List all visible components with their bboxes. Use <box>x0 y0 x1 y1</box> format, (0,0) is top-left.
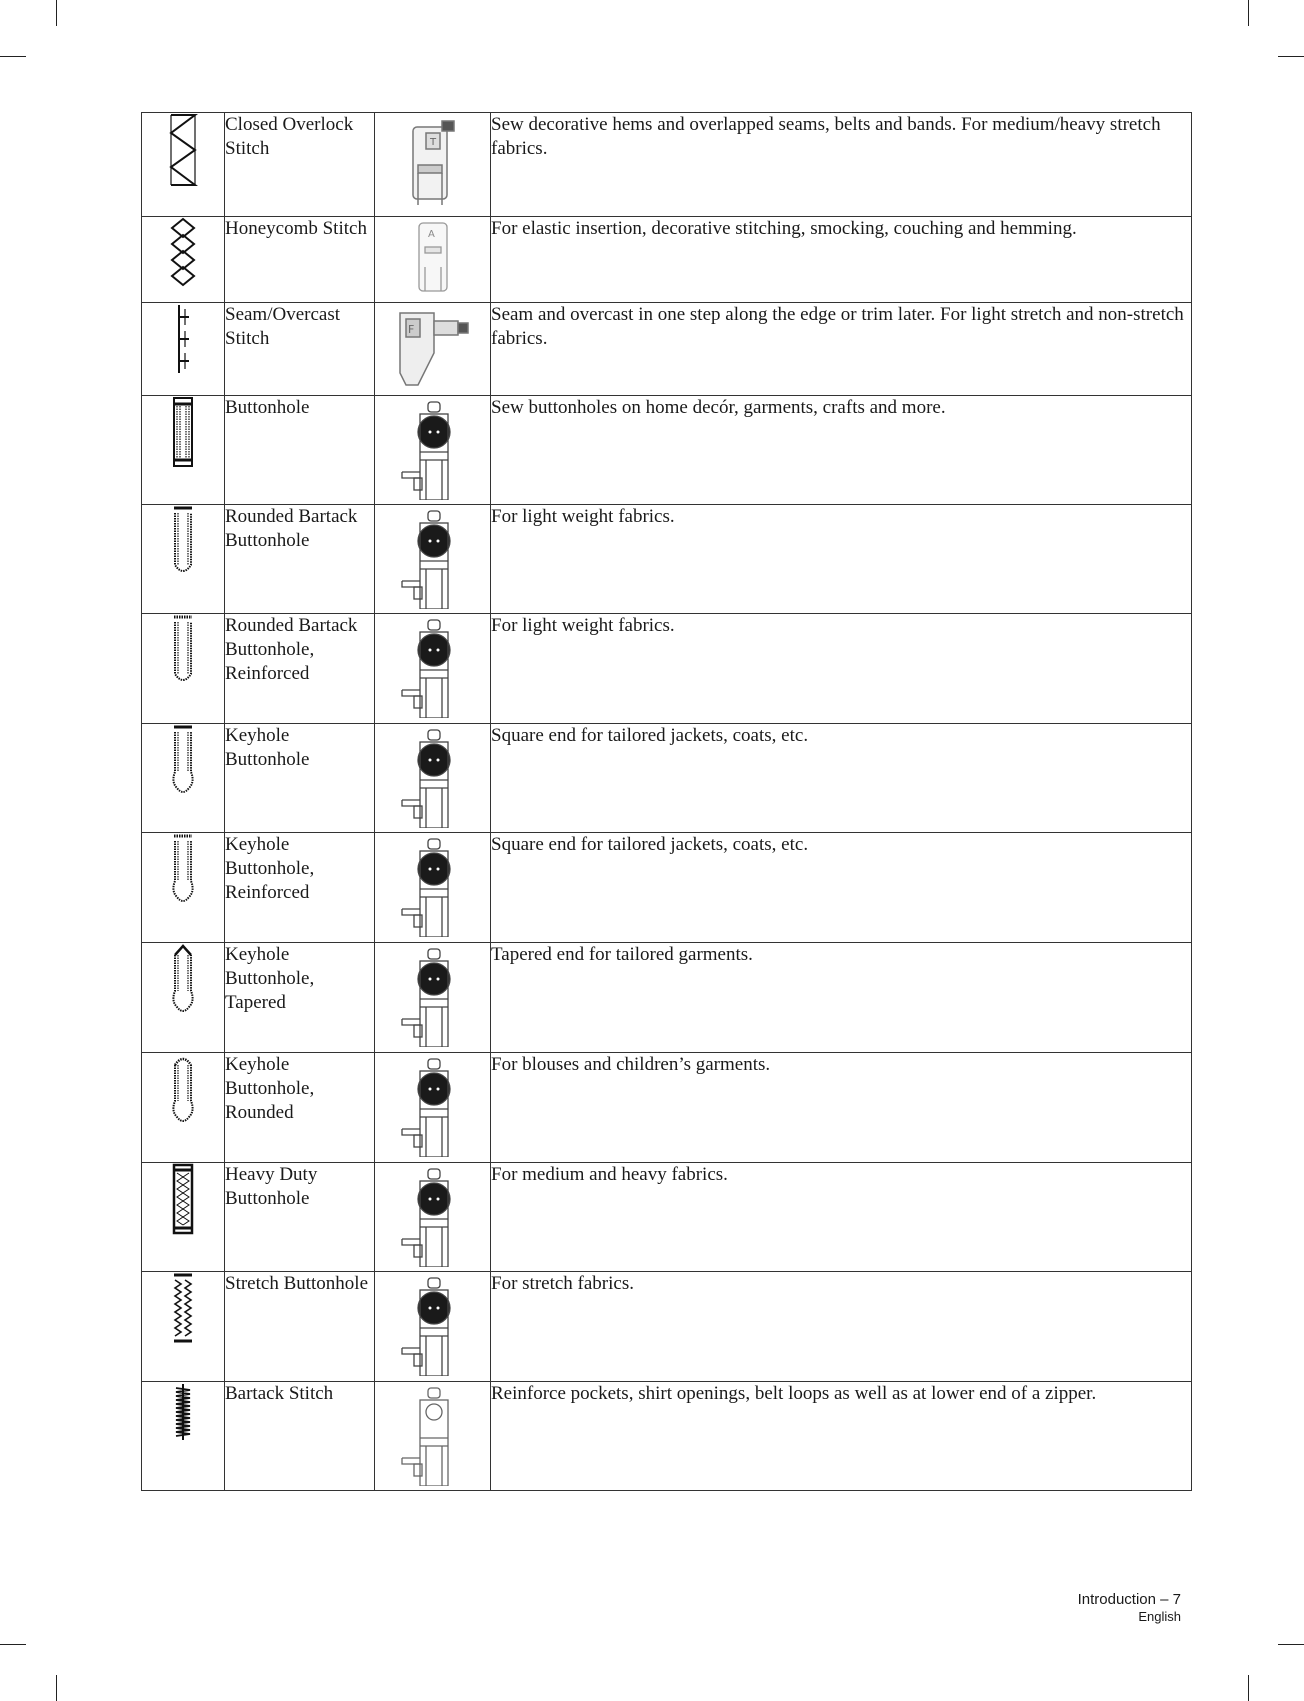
buttonhole-stitch-icon <box>142 396 225 505</box>
stitch-name: Rounded Bartack Buttonhole, Reinforced <box>225 614 375 724</box>
closed-overlock-stitch-icon <box>142 113 225 217</box>
svg-text:A: A <box>427 229 435 240</box>
table-row <box>142 303 1192 396</box>
crop-mark <box>1248 1675 1249 1701</box>
stitch-description: Square end for tailored jackets, coats, etc. <box>491 724 1192 833</box>
svg-text:T: T <box>429 137 436 148</box>
stretch-buttonhole-icon <box>142 1272 225 1382</box>
keyhole-buttonhole-reinforced-icon <box>142 833 225 943</box>
crop-mark <box>0 1644 26 1645</box>
stitch-description: Reinforce pockets, shirt openings, belt loops as well as at lower end of a zipper. <box>491 1382 1192 1491</box>
crop-mark <box>1278 1644 1304 1645</box>
table-row <box>142 833 1192 943</box>
stitch-description: For blouses and children’s garments. <box>491 1053 1192 1163</box>
stitch-name: Keyhole Buttonhole, Rounded <box>225 1053 375 1163</box>
stitch-description: For medium and heavy fabrics. <box>491 1163 1192 1272</box>
page-language: English <box>1138 1609 1181 1624</box>
table-row <box>142 1163 1192 1272</box>
page-section-number: Introduction – 7 <box>1077 1591 1181 1608</box>
seam-overcast-stitch-icon <box>142 303 225 396</box>
table-row <box>142 724 1192 833</box>
table-row <box>142 1053 1192 1163</box>
stitch-name: Buttonhole <box>225 396 375 505</box>
svg-text:F: F <box>407 323 414 336</box>
stitch-name: Closed Overlock Stitch <box>225 113 375 217</box>
stitch-name: Seam/Overcast Stitch <box>225 303 375 396</box>
buttonhole-foot-icon <box>375 1163 491 1272</box>
buttonhole-foot-icon <box>375 943 491 1053</box>
table-row <box>142 1272 1192 1382</box>
crop-mark <box>1278 56 1304 57</box>
table-row <box>142 113 1192 217</box>
stitch-description: Sew buttonholes on home decór, garments, crafts and more. <box>491 396 1192 505</box>
buttonhole-foot-icon <box>375 505 491 614</box>
table-row <box>142 943 1192 1053</box>
table-row <box>142 217 1192 303</box>
stitch-description: Sew decorative hems and overlapped seams, belts and bands. For medium/heavy stretch fabrics. <box>491 113 1192 217</box>
buttonhole-foot-icon <box>375 1053 491 1163</box>
crop-mark <box>56 1675 57 1701</box>
buttonhole-foot-open-icon <box>375 1382 491 1491</box>
crop-mark <box>56 0 57 26</box>
buttonhole-foot-icon <box>375 396 491 505</box>
presser-foot-j-icon <box>375 113 491 217</box>
stitch-table <box>141 112 1192 1491</box>
buttonhole-foot-icon <box>375 833 491 943</box>
keyhole-buttonhole-rounded-icon <box>142 1053 225 1163</box>
bartack-stitch-icon <box>142 1382 225 1491</box>
stitch-description: For light weight fabrics. <box>491 505 1192 614</box>
stitch-name: Honeycomb Stitch <box>225 217 375 303</box>
presser-foot-f-icon <box>375 303 491 396</box>
stitch-name: Stretch Buttonhole <box>225 1272 375 1382</box>
buttonhole-foot-icon <box>375 1272 491 1382</box>
crop-mark <box>1248 0 1249 26</box>
stitch-description: Square end for tailored jackets, coats, etc. <box>491 833 1192 943</box>
page-footer <box>1078 1591 1181 1625</box>
stitch-description: For elastic insertion, decorative stitching, smocking, couching and hemming. <box>491 217 1192 303</box>
stitch-name: Bartack Stitch <box>225 1382 375 1491</box>
crop-mark <box>0 56 26 57</box>
buttonhole-foot-icon <box>375 614 491 724</box>
keyhole-buttonhole-tapered-icon <box>142 943 225 1053</box>
table-row <box>142 1382 1192 1491</box>
presser-foot-a-icon <box>375 217 491 303</box>
stitch-description: For light weight fabrics. <box>491 614 1192 724</box>
buttonhole-foot-icon <box>375 724 491 833</box>
table-row <box>142 505 1192 614</box>
table-row <box>142 396 1192 505</box>
stitch-name: Keyhole Buttonhole, Reinforced <box>225 833 375 943</box>
stitch-description: Seam and overcast in one step along the edge or trim later. For light stretch and non-stretch fabrics. <box>491 303 1192 396</box>
stitch-description: Tapered end for tailored garments. <box>491 943 1192 1053</box>
stitch-name: Rounded Bartack Buttonhole <box>225 505 375 614</box>
heavy-duty-buttonhole-icon <box>142 1163 225 1272</box>
keyhole-buttonhole-icon <box>142 724 225 833</box>
rounded-bartack-buttonhole-icon <box>142 505 225 614</box>
stitch-name: Keyhole Buttonhole, Tapered <box>225 943 375 1053</box>
rounded-bartack-buttonhole-reinforced-icon <box>142 614 225 724</box>
stitch-name: Heavy Duty Buttonhole <box>225 1163 375 1272</box>
table-row <box>142 614 1192 724</box>
stitch-description: For stretch fabrics. <box>491 1272 1192 1382</box>
stitch-name: Keyhole Buttonhole <box>225 724 375 833</box>
honeycomb-stitch-icon <box>142 217 225 303</box>
